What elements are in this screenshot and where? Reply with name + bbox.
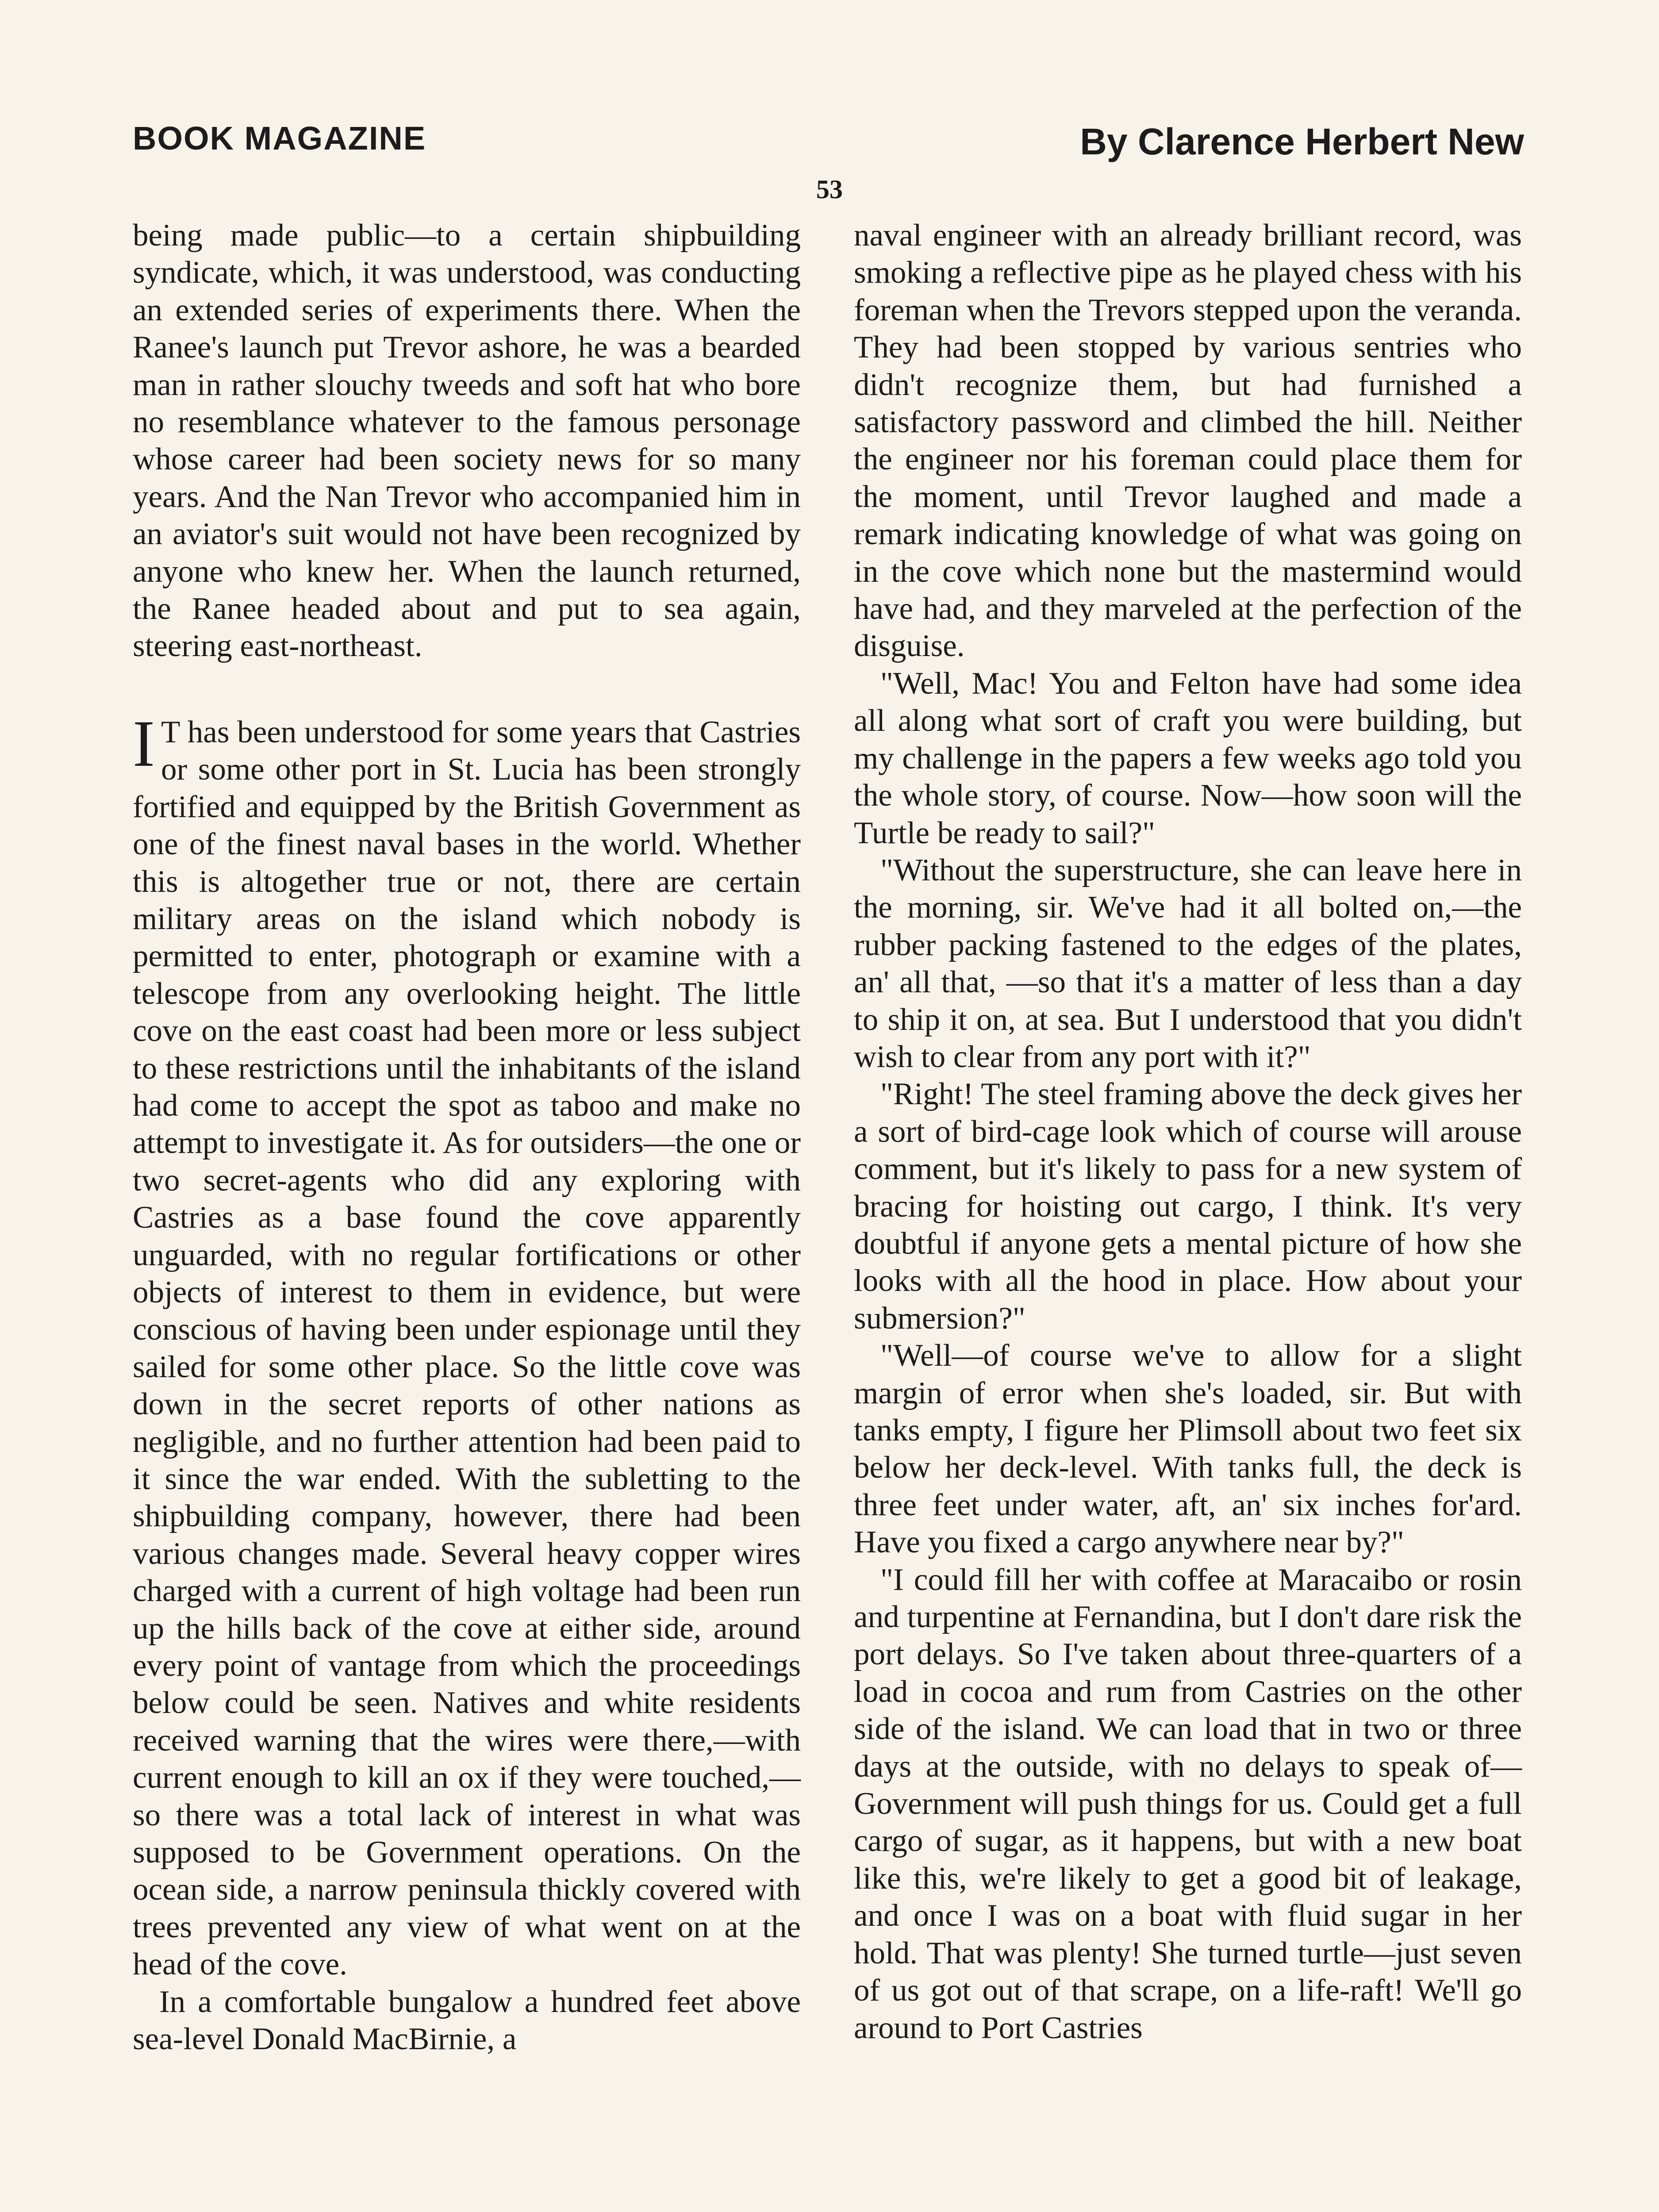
right-column: [854, 217, 1522, 2047]
left-column: [133, 217, 801, 2058]
section-break: [133, 665, 801, 714]
paragraph: "Right! The steel framing above the deck gives her a sort of bird-cage look which of course will arouse comment, but it's likely to pass for a new system of bracing for hoisting out cargo, I think. It's very doubtful if anyone gets a mental picture of how she looks with all the hood in place. How about your submersion?": [854, 1077, 1522, 1336]
paragraph: In a comfortable bungalow a hundred feet above sea-level Donald MacBirnie, a: [133, 1984, 801, 2057]
paragraph: "Well, Mac! You and Felton have had some idea all along what sort of craft you were building, but my challenge in the papers a few weeks ago told you the whole story, of course. Now—how soon will the Turtle be ready to sail?": [854, 666, 1522, 850]
page-number: 53: [816, 175, 843, 204]
paragraph: "Well—of course we've to allow for a slight margin of error when she's loaded, sir. But with tanks empty, I figure her Plimsoll about two feet six below her deck-level. With tanks full, the deck is three feet under water, aft, an' six inches for'ard. Have you fixed a cargo anywhere near by?": [854, 1338, 1522, 1560]
author-byline: By Clarence Herbert New: [1080, 121, 1524, 162]
magazine-title: BOOK MAGAZINE: [133, 120, 426, 157]
paragraph: naval engineer with an already brilliant record, was smoking a reflective pipe as he played chess with his foreman when the Trevors stepped upon the veranda. They had been stopped by various sentries who didn't recognize them, but had furnished a satisfactory password and climbed the hill. Neither the engineer nor his foreman could place them for the moment, until Trevor laughed and made a remark indicating knowledge of what was going on in the cove which none but the mastermind would have had, and they marveled at the perfection of the disguise.: [854, 218, 1522, 664]
paragraph: "I could fill her with coffee at Maracaibo or rosin and turpentine at Fernandina, but I don't dare risk the port delays. So I've taken about three-quarters of a load in cocoa and rum from Castries on the other side of the island. We can load that in two or three days at the outside, with no delays to speak of—Government will push things for us. Could get a full cargo of sugar, as it happens, but with a new boat like this, we're likely to get a good bit of leakage, and once I was on a boat with fluid sugar in her hold. That was plenty! She turned turtle—just seven of us got out of that scrape, on a life-raft! We'll go around to Port Castries: [854, 1562, 1522, 2045]
paragraph: being made public—to a certain shipbuilding syndicate, which, it was understood, was conducting an extended series of experiments there. When the Ranee's launch put Trevor ashore, he was a bearded man in rather slouchy tweeds and soft hat who bore no resemblance whatever to the famous personage whose career had been society news for so many years. And the Nan Trevor who accompanied him in an aviator's suit would not have been recognized by anyone who knew her. When the launch returned, the Ranee headed about and put to sea again, steering east-northeast.: [133, 218, 801, 664]
paragraph: "Without the superstructure, she can leave here in the morning, sir. We've had it all bolted on,—the rubber packing fastened to the edges of the plates, an' all that, —so that it's a matter of less than a day to ship it on, at sea. But I understood that you didn't wish to clear from any port with it?": [854, 853, 1522, 1074]
paragraph: IT has been understood for some years that Castries or some other port in St. Lucia has been strongly fortified and equipped by the British Government as one of the finest naval bases in the world. Whether this is altogether true or not, there are certain military areas on the island which nobody is permitted to enter, photograph or examine with a telescope from any overlooking height. The little cove on the east coast had been more or less subject to these restrictions until the inhabitants of the island had come to accept the spot as taboo and make no attempt to investigate it. As for outsiders—the one or two secret-agents who did any exploring with Castries as a base found the cove apparently unguarded, with no regular fortifications or other objects of interest to them in evidence, but were conscious of having been under espionage until they sailed for some other place. So the little cove was down in the secret reports of other nations as negligible, and no further attention had been paid to it since the war ended. With the subletting to the shipbuilding company, however, there had been various changes made. Several heavy copper wires charged with a current of high voltage had been run up the hills back of the cove at either side, around every point of vantage from which the proceedings below could be seen. Natives and white residents received warning that the wires were there,—with current enough to kill an ox if they were touched,—so there was a total lack of interest in what was supposed to be Government operations. On the ocean side, a narrow peninsula thickly covered with trees prevented any view of what went on at the head of the cove.: [133, 707, 801, 1982]
